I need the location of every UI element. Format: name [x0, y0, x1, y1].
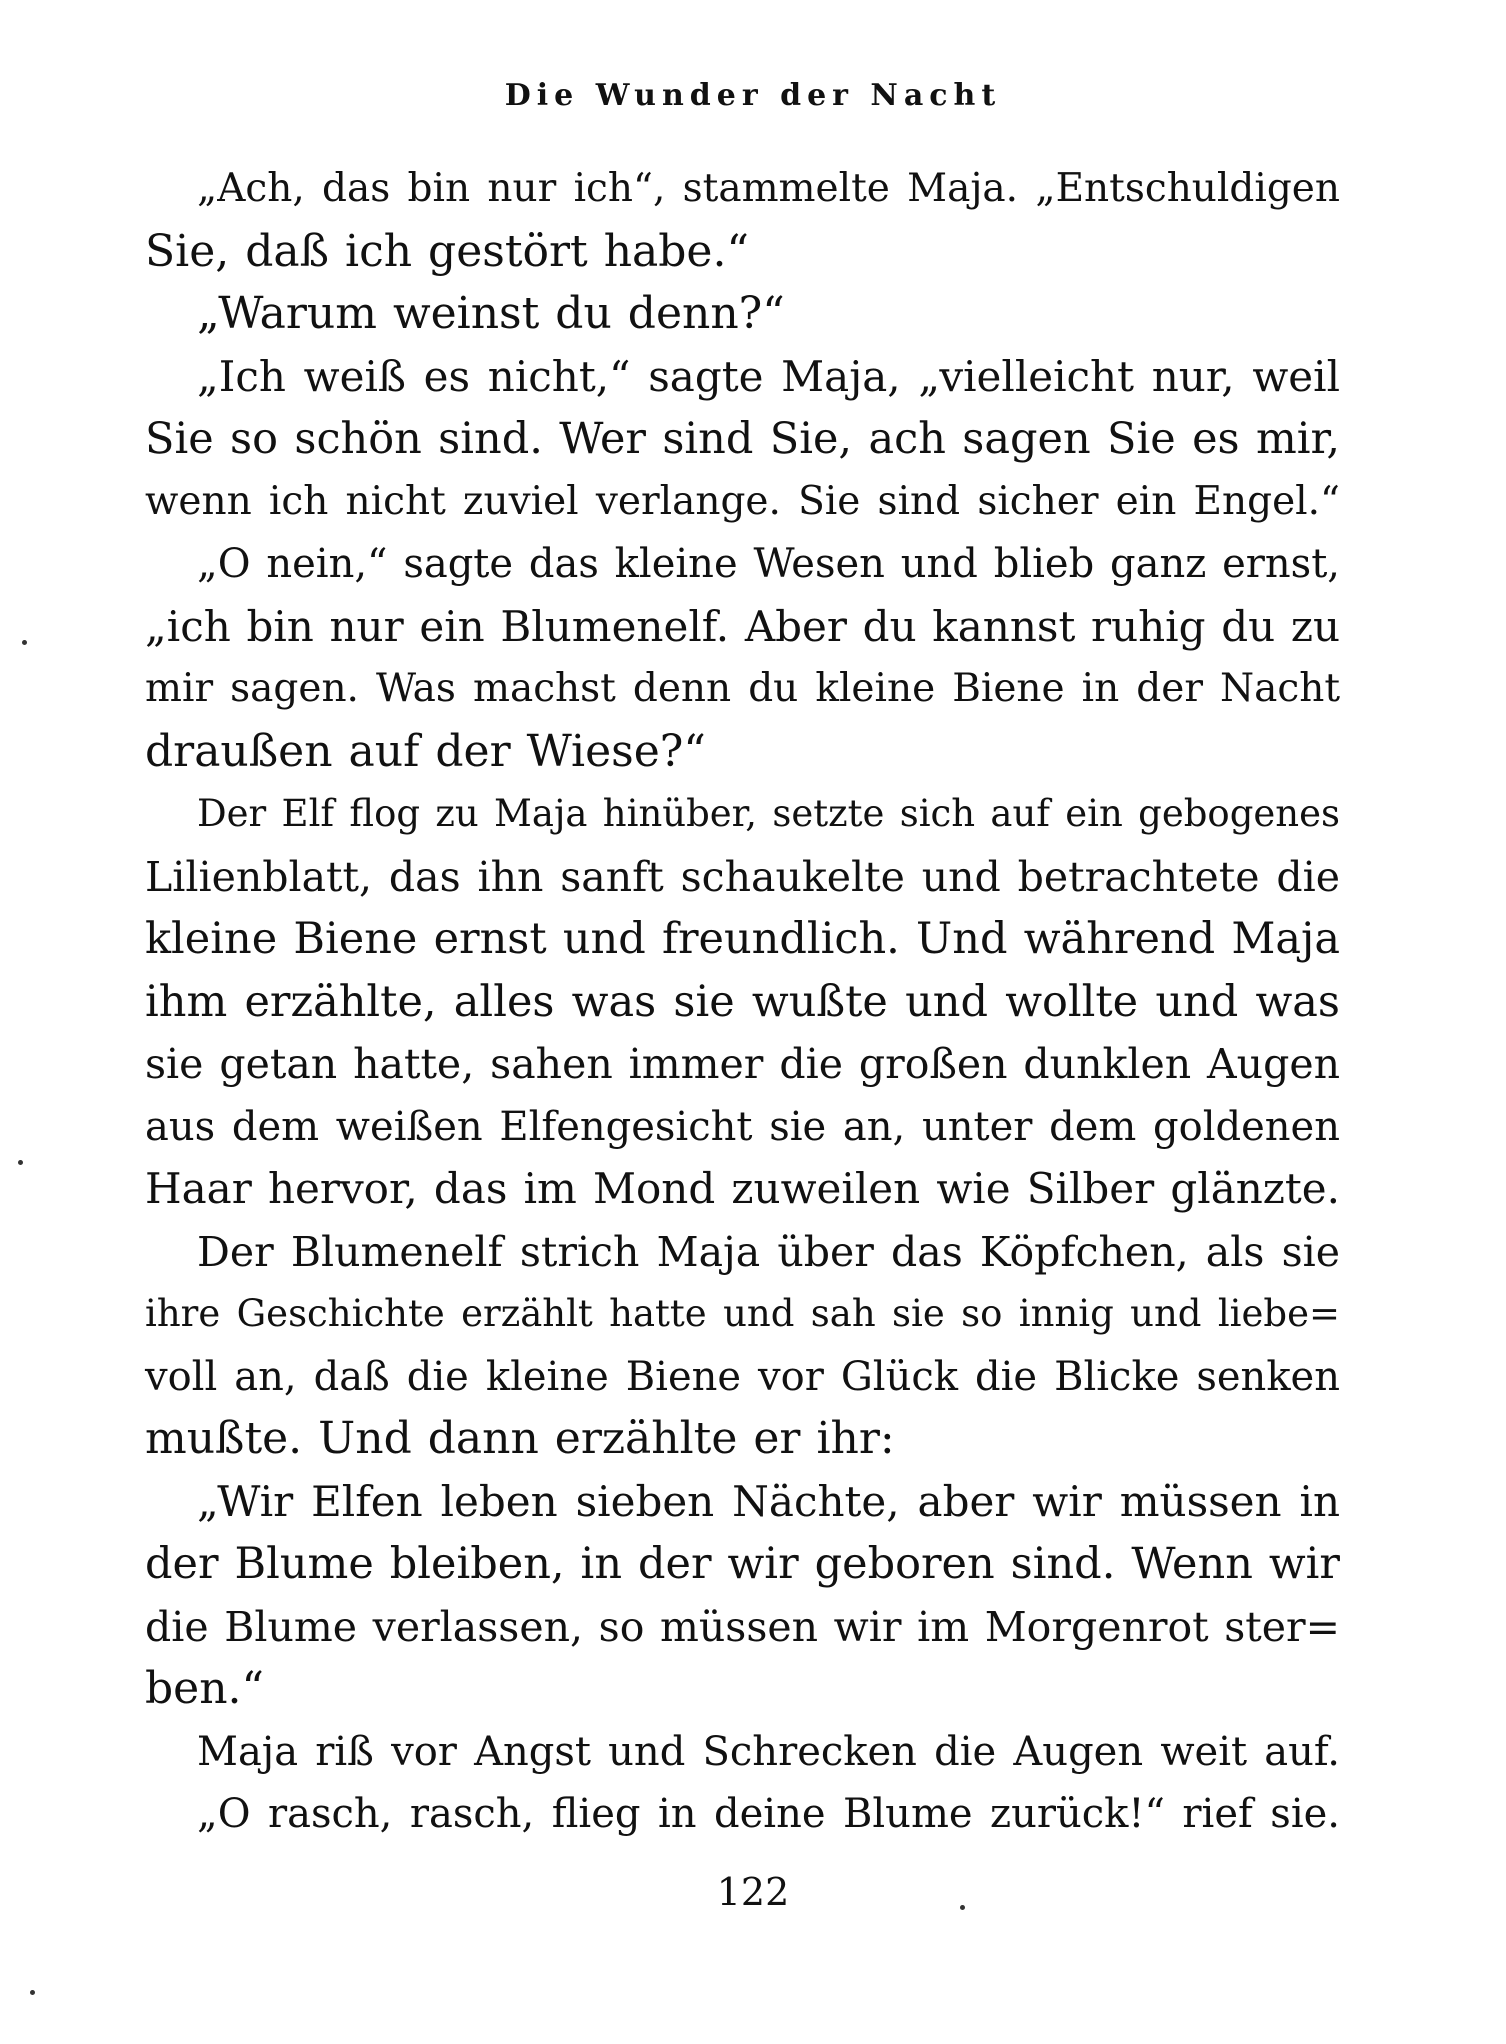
text-line: mußte. Und dann erzählte er ihr: — [145, 1413, 895, 1464]
text-line: Sie so schön sind. Wer sind Sie, ach sagen Sie es mir, — [145, 414, 1340, 464]
text-line: „ich bin nur ein Blumenelf. Aber du kannst ruhig du zu — [145, 601, 1340, 651]
text-line: ihm erzählte, alles was sie wußte und wollte und was — [145, 976, 1340, 1027]
text-line: der Blume bleiben, in der wir geboren sind. Wenn wir — [145, 1539, 1340, 1589]
text-line: draußen auf der Wiese?“ — [145, 725, 706, 777]
text-line: „O nein,“ sagte das kleine Wesen und blieb ganz ernst, — [197, 541, 1340, 587]
paper-speck — [960, 1905, 965, 1910]
text-line: „Warum weinst du denn?“ — [197, 288, 785, 339]
text-line: „Ich weiß es nicht,“ sagte Maja, „vielleicht nur, weil — [197, 351, 1340, 401]
paper-speck — [22, 640, 27, 645]
page-number: 122 — [716, 1870, 790, 1914]
text-line: kleine Biene ernst und freundlich. Und während Maja — [145, 914, 1340, 964]
text-line: Lilienblatt, das ihn sanft schaukelte und betrachtete die — [145, 852, 1340, 901]
text-line: Der Elf flog zu Maja hinüber, setzte sich auf ein gebogenes — [197, 792, 1340, 835]
text-line: wenn ich nicht zuviel verlange. Sie sind sicher ein Engel.“ — [145, 478, 1340, 524]
text-line: Der Blumenelf strich Maja über das Köpfchen, als sie — [197, 1227, 1340, 1276]
text-line: die Blume verlassen, so müssen wir im Morgenrot ster= — [145, 1602, 1340, 1651]
text-line: ihre Geschichte erzählt hatte und sah sie so innig und liebe= — [145, 1292, 1340, 1335]
text-line: ben.“ — [145, 1663, 265, 1714]
paper-speck — [30, 1990, 35, 1995]
text-line: voll an, daß die kleine Biene vor Glück die Blicke senken — [145, 1353, 1340, 1400]
text-line: Haar hervor, das im Mond zuweilen wie Silber glänzte. — [145, 1164, 1340, 1213]
text-line: „Ach, das bin nur ich“, stammelte Maja. „Entschuldigen — [197, 166, 1340, 211]
text-line: Sie, daß ich gestört habe.“ — [145, 225, 749, 277]
text-line: Maja riß vor Angst und Schrecken die Augen weit auf. — [197, 1728, 1340, 1775]
text-line: „Wir Elfen leben sieben Nächte, aber wir müssen in — [197, 1476, 1340, 1526]
text-line: aus dem weißen Elfengesicht sie an, unter dem goldenen — [145, 1103, 1340, 1150]
paper-speck — [18, 1160, 23, 1165]
body-text — [145, 158, 1340, 1846]
running-header: Die Wunder der Nacht — [504, 78, 1002, 113]
text-line: „O rasch, rasch, flieg in deine Blume zurück!“ rief sie. — [197, 1791, 1340, 1837]
text-line: mir sagen. Was machst denn du kleine Biene in der Nacht — [145, 666, 1340, 711]
text-line: sie getan hatte, sahen immer die großen dunklen Augen — [145, 1040, 1340, 1088]
